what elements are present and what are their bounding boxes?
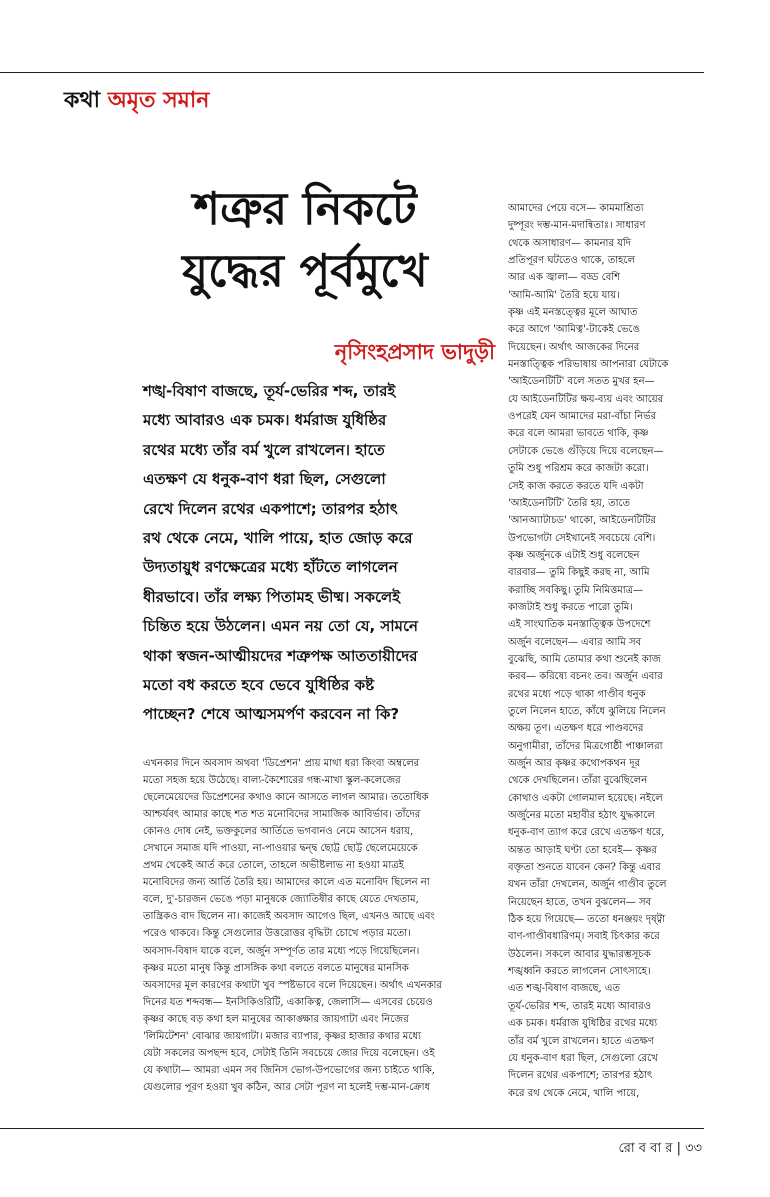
body-column-right xyxy=(508,200,700,1102)
magazine-name: রো ব বা র xyxy=(618,1141,673,1156)
body-right-line: বুঝেছি, আমি তোমার কথা শুনেই কাজ xyxy=(508,653,661,665)
body-right-line: উপভোগটা সেইখানেই সবচেয়ে বেশি। xyxy=(508,532,656,544)
body-right-line: ধনুক-বাণ ত্যাগ করে রেখে এতক্ষণ ধরে, xyxy=(508,827,665,839)
body-left-line: কোনও দোষ নেই, ভক্তকুলের আর্তিতে ভগবানও নেমে আসেন ধরায়, xyxy=(143,826,414,838)
body-right-line: 'আইডেনটিটি' তৈরি হয়, তাতে xyxy=(508,497,631,509)
article-title xyxy=(110,178,500,302)
lead-line: রথের মধ্যে তাঁর বর্ম খুলে রাখলেন। হাতে xyxy=(143,440,385,459)
title-line-1: শত্রুর নিকটে xyxy=(193,182,417,235)
page-number: ৩৩ xyxy=(685,1141,702,1156)
body-right-line: 'আইডেনটিটি' বলে সতত মুখর হন— xyxy=(508,376,655,388)
lead-line: উদ্যতায়ুধ রণক্ষেত্রের মধ্যে হাঁটতে লাগলেন xyxy=(143,558,398,577)
body-right-line: যে ধনুক-বাণ ধরা ছিল, সেগুলো রেখে xyxy=(508,1052,658,1064)
body-right-line: তুমি শুধু পরিশ্রম করে কাজটা করো। xyxy=(508,463,649,475)
body-left-line: কৃষ্ণর কাছে বড় কথা হল মানুষের আকাঙ্ক্ষার জায়গাটা এবং নিজের xyxy=(143,1013,409,1025)
body-left-line: কৃষ্ণর মতো মানুষ কিন্তু প্রাসঙ্গিক কথা বলতে বলতে মানুষের মানসিক xyxy=(143,962,409,974)
lead-line: শঙ্খ-বিষাণ বাজছে, তূর্য-ভেরির শব্দ, তারই xyxy=(143,382,396,400)
body-right-line: উঠলেন। সকলে আবার যুদ্ধারম্ভসূচক xyxy=(508,948,651,960)
body-right-line: 'আমি-আমি' তৈরি হয়ে যায়। xyxy=(508,289,620,301)
body-left-line: মনোবিদের জন্য আর্তি তৈরি হয়। আমাদের কালে এত মনোবিদ ছিলেন না xyxy=(143,877,430,889)
body-left-line: যে কথাটা— আমরা এমন সব জিনিস ভোগ-উপভোগের জন্য চাইতে থাকি, xyxy=(143,1064,435,1076)
body-right-line: করাচ্ছি সবকিছু। তুমি নিমিত্তমাত্র— xyxy=(508,584,644,596)
body-left-line: প্রথম থেকেই আর্ত করে তোলে, তাহলে অভীষ্টলাভ না হওয়া মাত্রই xyxy=(143,860,404,872)
body-right-line: অর্জুনের মতো মহাবীর হঠাৎ যুদ্ধকালে xyxy=(508,810,655,822)
body-right-line: দিলেন রথের একপাশে; তারপর হঠাৎ xyxy=(508,1070,653,1082)
body-left-line: 'লিমিটেশন' বোঝার জায়গাটা। মজার ব্যাপার, কৃষ্ণর হাজার কথার মধ্যে xyxy=(143,1030,421,1042)
body-right-line: মনস্তাত্ত্বিক পরিভাষায় আপনারা যেটাকে xyxy=(508,359,669,371)
body-left-line: মতো সহজ হয়ে উঠেছে। বাল্য-কৈশোরের গন্ধ-মাখা স্কুল-কলেজের xyxy=(143,775,401,787)
body-right-line: থেকে দেখছিলেন। তাঁরা বুঝেছিলেন xyxy=(508,775,648,787)
body-right-line: অক্ষয় তূণ। এতক্ষণ ধরে পাণ্ডবদের xyxy=(508,723,644,735)
lead-line: রেখে দিলেন রথের একপাশে; তারপর হঠাৎ xyxy=(143,499,398,518)
lead-paragraph xyxy=(143,377,483,730)
body-right-line: কোথাও একটা গোলমাল হয়েছে। নইলে xyxy=(508,792,663,804)
body-left-line: বলে, দু'-চারজন ভেঙে পড়া মানুষকে জ্যোতিষীর কাছে যেতে দেখতাম, xyxy=(143,894,419,906)
body-right-line: করে বলে আমরা ভাবতে থাকি, কৃষ্ণ xyxy=(508,428,649,440)
body-right-line: ঠিক হয়ে গিয়েছে— ততো ধনঞ্জয়ং দৃষ্ট্বা xyxy=(508,914,666,926)
body-right-line: তাঁর বর্ম খুলে রাখলেন। হাতে এতক্ষণ xyxy=(508,1035,654,1047)
section-title: অমৃত সমান xyxy=(107,88,210,113)
body-right-line: বারবার— তুমি কিছুই করছ না, আমি xyxy=(508,567,650,579)
body-right-line: শঙ্খধ্বনি করতে লাগলেন সোৎসাহে। xyxy=(508,966,651,978)
body-right-line: কৃষ্ণ এই মনস্তত্ত্বের মূলে আঘাত xyxy=(508,307,638,319)
body-right-line: আমাদের পেয়ে বসে— কামমাশ্রিত্য xyxy=(508,203,644,214)
body-right-line: সেটাকে ভেঙে গুঁড়িয়ে দিয়ে বলেছেন— xyxy=(508,445,664,457)
bottom-rule xyxy=(0,1128,704,1129)
body-right-line: এত শঙ্খ-বিষাণ বাজছে, এত xyxy=(508,983,621,995)
body-right-line: করে রথ থেকে নেমে, খালি পায়ে, xyxy=(508,1087,640,1099)
body-right-line: এক চমক। ধর্মরাজ যুধিষ্ঠির রথের মধ্যে xyxy=(508,1018,658,1030)
body-left-line: ছেলেমেয়েদের ডিপ্রেশনের কথাও কানে আসতে লাগল আমার। ততোধিক xyxy=(143,792,429,804)
body-left-line: আশ্চর্যবৎ আমার কাছে শত শত মনোবিদের সামাজিক আবির্ভাব। তাঁদের xyxy=(143,809,421,821)
footer-separator: | xyxy=(676,1141,681,1156)
body-right-line: 'আনঅ্যাটাচড' থাকো, আইডেনটিটির xyxy=(508,515,656,527)
body-right-line: রথের মধ্যে পড়ে থাকা গাণ্ডীব ধনুক xyxy=(508,688,646,700)
top-rule xyxy=(0,72,704,73)
body-right-line: কাজটাই শুধু করতে পারো তুমি। xyxy=(508,601,633,613)
lead-line: ধীরভাবে। তাঁর লক্ষ্য পিতামহ ভীষ্ম। সকলেই xyxy=(143,587,401,606)
body-left-line: যেগুলোর পূরণ হওয়া খুব কঠিন, আর সেটা পূরণ না হলেই দম্ভ-মান-ক্রোধ xyxy=(143,1081,431,1093)
body-right-line: দুষ্পূরং দম্ভ-মান-মদান্বিতাঃ। সাধারণ xyxy=(508,220,646,232)
body-left-line: এখনকার দিনে অবসাদ অথবা 'ডিপ্রেশন' প্রায় মাথা ধরা কিংবা অম্বলের xyxy=(143,758,420,769)
body-right-line: অর্জুন আর কৃষ্ণর কথোপকথন দূর xyxy=(508,758,641,769)
body-right-line: দিয়েছেন। অর্থাৎ আজকের দিনের xyxy=(508,341,640,353)
body-right-line: এই সাংঘাতিক মনস্তাত্ত্বিক উপদেশে xyxy=(508,619,651,631)
body-right-line: বক্তৃতা শুনতে যাবেন কেন? কিন্তু এবার xyxy=(508,862,661,874)
body-right-line: তুলে নিলেন হাতে, কাঁধে ঝুলিয়ে নিলেন xyxy=(508,705,666,717)
body-left-line: যেটা সকলের অপছন্দ হবে, সেটাই তিনি সবচেয়ে জোর দিয়ে বলেছেন। ওই xyxy=(143,1047,435,1059)
body-right-line: ওপরেই যেন আমাদের মরা-বাঁচা নির্ভর xyxy=(508,411,657,423)
body-right-line: আর এক জ্বালা— বড্ড বেশি xyxy=(508,272,621,284)
body-right-line: অর্জুন বলেছেন— এবার আমি সব xyxy=(508,636,642,648)
body-column-left xyxy=(143,755,493,1096)
body-right-line: তূর্য-ভেরির শব্দ, তারই মধ্যে আবারও xyxy=(508,1000,652,1012)
lead-line: চিন্তিত হয়ে উঠলেন। এমন নয় তো যে, সামনে xyxy=(143,617,418,636)
lead-line: থাকা স্বজন-আত্মীয়দের শত্রুপক্ষ আততায়ীদের xyxy=(143,646,418,665)
lead-line: মধ্যে আবারও এক চমক। ধর্মরাজ যুধিষ্ঠির xyxy=(143,411,387,430)
body-left-line: পরেও থাকবে। কিন্তু সেগুলোর উত্তরোত্তর বৃদ্ধিটা চোখে পড়ার মতো। xyxy=(143,928,411,940)
lead-line: মতো বধ করতে হবে ভেবে যুধিষ্ঠির কষ্ট xyxy=(143,676,375,695)
body-right-line: বাণ-গাণ্ডীবধারিণম্‌। সবাই চিৎকার করে xyxy=(508,931,660,943)
body-left-line: সেখানে সমাজ যদি পাওয়া, না-পাওয়ার দ্বন্দ্ব ছোট্ট ছোট্ট ছেলেমেয়েকে xyxy=(143,843,418,855)
lead-line: পাচ্ছেন? শেষে আত্মসমর্পণ করবেন না কি? xyxy=(143,705,400,724)
section-label xyxy=(64,83,209,120)
body-right-line: অন্তত আড়াই ঘণ্টা তো হবেই— কৃষ্ণর xyxy=(508,844,657,856)
author-byline: নৃসিংহপ্রসাদ ভাদুড়ী xyxy=(334,340,495,364)
body-left-line: তান্ত্রিকও বাদ ছিলেন না। কাজেই অবসাদ আগেও ছিল, এখনও আছে এবং xyxy=(143,911,435,923)
body-right-line: অনুগামীরা, তাঁদের মিত্রগোষ্ঠী পাঞ্চালরা xyxy=(508,740,663,752)
body-right-line: করে আগে 'আমিত্ব'-টাকেই ভেঙে xyxy=(508,324,640,336)
title-line-2: যুদ্ধের পূর্বমুখে xyxy=(182,244,428,297)
body-left-line: অবসাদ-বিষাদ যাকে বলে, অর্জুন সম্পূর্ণত তার মধ্যে পড়ে গিয়েছিলেন। xyxy=(143,945,420,957)
body-right-line: যখন তাঁরা দেখলেন, অর্জুন গাণ্ডীব তুলে xyxy=(508,879,667,891)
body-right-line: সেই কাজ করতে করতে যদি একটা xyxy=(508,480,644,492)
body-left-line: দিনের যত শব্দবন্ধ— ইনসিকিওরিটি, একাকিত্ব, জেলাসি— এসবের চেয়েও xyxy=(143,996,433,1008)
body-right-line: যে আইডেনটিটির ক্ষয়-ব্যয় এবং আয়ের xyxy=(508,393,664,405)
body-right-line: থেকে অসাধারণ— কামনার যদি xyxy=(508,237,631,249)
section-prefix: কথা xyxy=(64,88,101,113)
body-right-line: প্রতিপূরণ ঘটতেও থাকে, তাহলে xyxy=(508,255,635,267)
body-left-line: অবসাদের মূল কারণের কথাটা খুব স্পষ্টভাবে বলে দিয়েছেন। অর্থাৎ এখনকার xyxy=(143,979,442,991)
body-right-line: করব— করিষ্যে বচনং তব। অর্জুন এবার xyxy=(508,671,663,683)
body-right-line: কৃষ্ণ অর্জুনকে এটাই শুধু বলেছেন xyxy=(508,549,640,561)
page-footer xyxy=(618,1139,702,1160)
lead-line: রথ থেকে নেমে, খালি পায়ে, হাত জোড় করে xyxy=(143,529,413,548)
lead-line: এতক্ষণ যে ধনুক-বাণ ধরা ছিল, সেগুলো xyxy=(143,470,386,489)
body-right-line: নিয়েছেন হাতে, তখন বুঝলেন— সব xyxy=(508,896,652,908)
